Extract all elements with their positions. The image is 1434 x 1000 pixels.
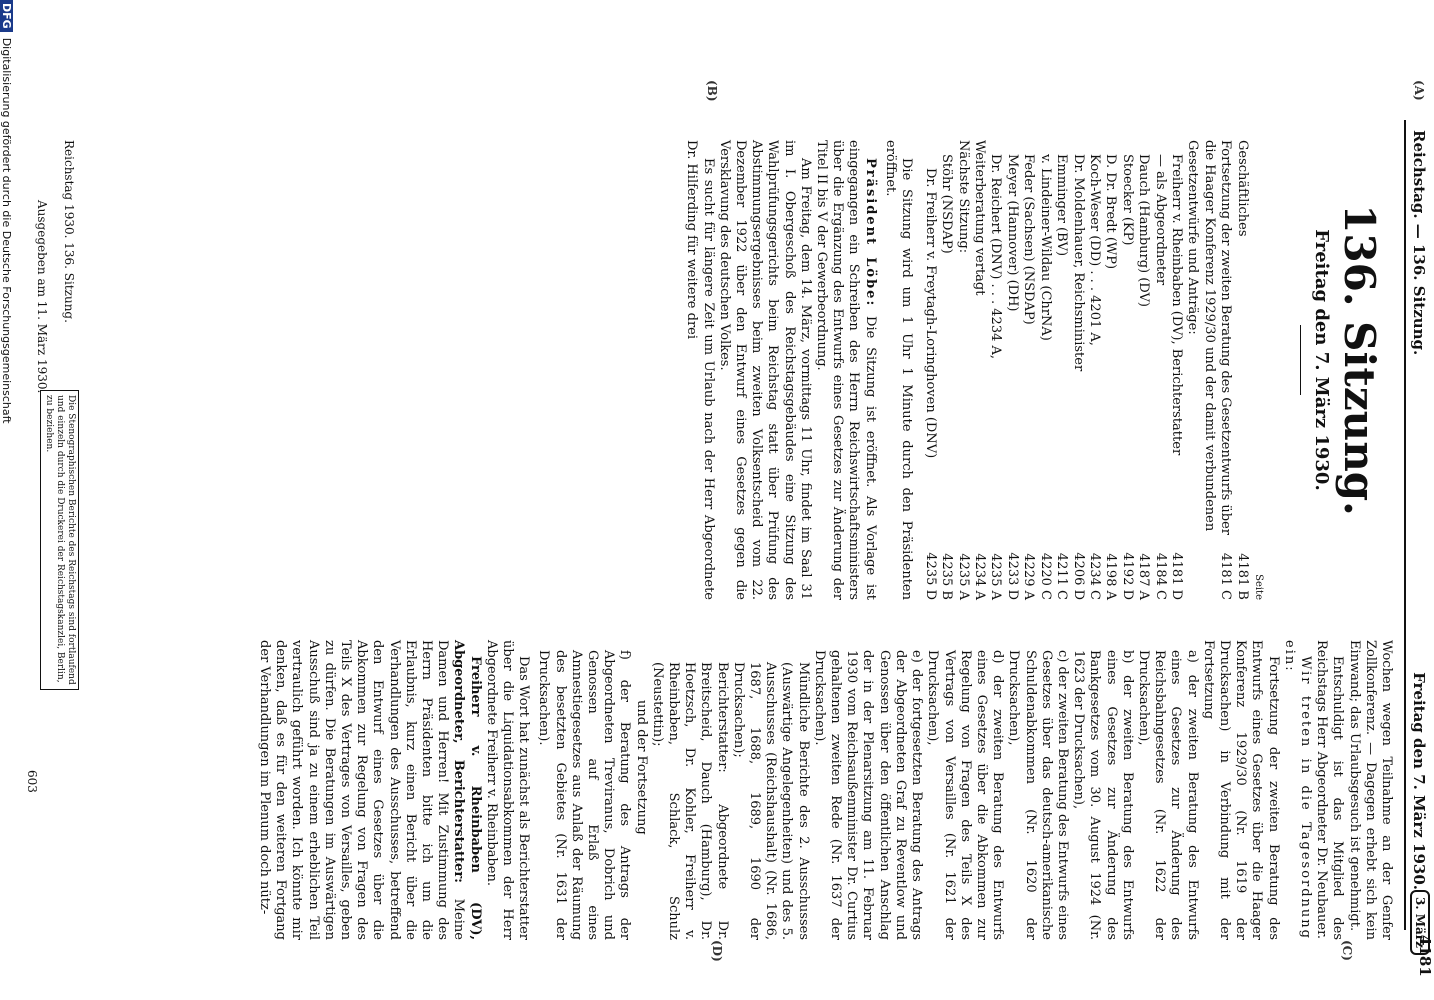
toc-row xyxy=(1069,140,1085,600)
toc-entry-text: Dr. Reichert (DNV) . . . 4234 A, xyxy=(988,154,1004,360)
table-of-contents xyxy=(921,140,1266,600)
toc-seite-label: Seite xyxy=(1253,574,1264,600)
toc-entry-text: Feder (Sachsen) (NSDAP) xyxy=(1021,154,1037,325)
printing-note-box: Die Stenographischen Berichte des Reichstags sind fortlaufend und einzeln durch die Druckerei der Reichstagskanzlei, Berlin, zu beziehen. xyxy=(40,390,79,690)
title-divider xyxy=(1300,325,1301,395)
margin-letter-d: (D) xyxy=(710,940,724,962)
session-title-block xyxy=(1300,140,1382,580)
margin-letter-c: (C) xyxy=(1340,940,1354,961)
toc-row xyxy=(1086,140,1102,600)
toc-row xyxy=(1004,140,1020,600)
toc-entry-text: Dauch (Hamburg) (DV) xyxy=(1136,154,1152,307)
toc-row xyxy=(1053,140,1069,600)
toc-entry-page: 4184 C xyxy=(1152,552,1168,600)
digitization-credit xyxy=(0,0,13,424)
right-para-1: Wochen wegen Teilnahme an der Genfer Zollkonferenz. — Dagegen erhebt sich kein Einwand; das Urlaubsgesuch ist genehmigt. xyxy=(1346,640,1394,940)
footer-left: Reichstag 1930. 136. Sitzung. xyxy=(62,140,76,323)
right-column xyxy=(256,640,1394,940)
agenda-item-b: b) der zweiten Beratung des Entwurfs eines Gesetzes zur Änderung des Bankgesetzes vom 30. August 1924 (Nr. 1623 der Drucksachen), xyxy=(1071,650,1135,940)
session-title: 136. Sitzung. xyxy=(1335,204,1384,516)
header-left: Reichstag. — 136. Sitzung. xyxy=(1410,130,1428,356)
toc-entry-page: 4181 B xyxy=(1234,553,1250,600)
credit-text: Digitalisierung gefördert durch die Deutsche Forschungsgemeinschaft xyxy=(0,37,13,424)
toc-row xyxy=(921,140,937,600)
session-date: Freitag den 7. März 1930. xyxy=(1311,229,1332,491)
toc-row xyxy=(1020,140,1036,600)
agenda-item-f: f) der Beratung des Antrags der Abgeordneten Treviranus, Dobrich und Genossen auf Erlaß eines Amnestiegesetzes aus Anlaß der Räumung des besetzten Gebietes (Nr. 1631 der Drucksachen). xyxy=(536,650,633,940)
toc-entry-text: Dr. Moldenhauer, Reichsminister xyxy=(1070,154,1086,372)
speaker-president: Präsident Löbe: xyxy=(862,158,878,308)
page-bottom-number: 603 xyxy=(25,770,39,793)
toc-entry-page: 4233 D xyxy=(1004,552,1020,600)
speaker-rheinbaben: Freiherr v. Rheinbaben (DV), Abgeordneter, Berichterstatter: xyxy=(451,640,483,940)
header-right: Freitag den 7. März 1930. xyxy=(1410,672,1428,890)
toc-entry-page: 4234 C xyxy=(1086,552,1102,600)
toc-row xyxy=(1168,140,1184,600)
footer-issued: Ausgegeben am 11. März 1930. xyxy=(35,200,49,394)
toc-entry-text: Weiterberatung vertagt xyxy=(972,140,988,296)
page-number: 4181 xyxy=(1416,935,1434,977)
toc-row xyxy=(954,140,970,600)
agenda-reports: Mündliche Berichte des 2. Ausschusses (Auswärtige Angelegenheiten) und des 5. Ausschusses (Reichshaushalt) (Nr. 1686, 1687, 1688, 1689, 1690 der Drucksachen); xyxy=(730,662,811,940)
toc-entry-text: Fortsetzung der zweiten Beratung des Gesetzentwurfs über die Haager Konferenz 1929/30 und der damit verbundenen Gesetzentwürfe und Anträge: xyxy=(1185,140,1234,536)
toc-entry-text: Meyer (Hannover) (DH) xyxy=(1004,154,1020,312)
president-statement: Die Sitzung ist eröffnet. Als Vorlage ist eingegangen ein Schreiben des Herrn Reichswirtschaftsministers über die Ergänzung des Entwurfs eines Gesetzes zur Änderung der Titel II bis V der Gewerbeordnung. xyxy=(813,140,878,601)
right-para-4: Fortsetzung der zweiten Beratung des Entwurfs eines Gesetzes über die Haager Konferenz 1929/30 (Nr. 1619 der Drucksachen) in Verbindung mit der Fortsetzung xyxy=(1200,640,1281,940)
agenda-item-e: e) der fortgesetzten Beratung des Antrags der Abgeordneten Graf zu Reventlow und Genossen über den öffentlichen Anschlag der in der Plenarsitzung am 11. Februar 1930 vom Reichsaußenminister Dr. Curtius gehaltenen zweiten Rede (Nr. 1637 der Drucksachen). xyxy=(811,650,925,940)
toc-entry-page: 4206 D xyxy=(1070,552,1086,600)
agenda-rapporteurs: Berichterstatter: Abgeordnete Dr. Breitscheid, Dauch (Hamburg), Dr. Hoetzsch, Dr. Kohler, Freiherr v. Rheinbaben, Schlack, Schulz (Neustettin); xyxy=(649,662,730,940)
right-para-5: Das Wort hat zunächst als Berichterstatter über die Liquidationsabkommen der Herr Abgeordnete Freiherr v. Rheinbaben. xyxy=(483,640,532,940)
toc-entry-text: Geschäftliches xyxy=(1234,140,1250,237)
right-para-3: Wir treten in die Tagesordnung ein: xyxy=(1281,640,1313,940)
toc-row xyxy=(1135,140,1151,600)
toc-entry-page: 4235 A xyxy=(988,553,1004,600)
toc-entry-text: Koch-Weser (DD) . . . 4201 A, xyxy=(1086,154,1102,346)
toc-entry-text: D. Dr. Bredt (WP) xyxy=(1103,154,1119,270)
toc-entry-page: 4235 D xyxy=(922,552,938,600)
toc-entry-page: 4187 A xyxy=(1136,553,1152,600)
margin-letter-b: (B) xyxy=(705,80,719,102)
toc-entry-text: v. Lindeiner-Wildau (ChrNA) xyxy=(1037,154,1053,341)
notice-paragraph: Am Freitag, dem 14. März, vormittags 11 Uhr, findet im Saal 31 im I. Obergeschoß des Reichstagsgebäudes eine Sitzung des Wahlprüfungsgerichts beim Reichstag statt über Prüfung des Abstimmungsergebnisses beim zweiten Volksentscheid vom 22. Dezember 1922 über den Entwurf eines Gesetzes gegen die Versklavung des deutschen Volkes. xyxy=(716,140,813,600)
toc-entry-page: 4181 C xyxy=(1218,552,1234,600)
margin-letter-a: (A) xyxy=(1412,80,1426,101)
agenda-item-a: a) der zweiten Beratung des Entwurfs eines Gesetzes zur Änderung des Reichsbahngesetzes (Nr. 1622 der Drucksachen), xyxy=(1135,650,1200,940)
header-rule xyxy=(1404,120,1406,930)
leave-paragraph: Es sucht für längere Zeit um Urlaub nach der Herr Abgeordnete Dr. Hilferding für weitere drei xyxy=(684,140,716,600)
toc-row xyxy=(971,140,987,600)
toc-entry-page: 4220 C xyxy=(1037,552,1053,600)
archive-stamp: 3. März xyxy=(1410,890,1430,955)
agenda-item-d: d) der zweiten Beratung des Entwurfs eines Gesetzes über die Abkommen zur Regelung von Fragen des Teils X des Vertrags von Versailles (Nr. 1621 der Drucksachen), xyxy=(925,650,1006,940)
rheinbaben-speech: Meine Damen und Herren! Mit Zustimmung des Herrn Präsidenten bitte ich um die Erlaubnis, kurz einen Bericht über die Verhandlungen des Ausschusses, betreffend den Entwurf eines Gesetzes über die Abkommen zur Regelung von Fragen des Teils X des Vertrages von Versailles, geben zu dürfen. Die Beratungen im Auswärtigen Ausschuß sind ja zu einem erheblichen Teil vertraulich geführt worden. Ich könnte mir denken, daß es für den weiteren Fortgang der Verhandlungen im Plenum doch nütz- xyxy=(256,640,467,940)
toc-rows xyxy=(921,140,1249,600)
agenda-continuation: und der Fortsetzung xyxy=(633,700,649,835)
toc-entry-text: Stoecker (KP) xyxy=(1119,154,1135,246)
toc-entry-text: Emminger (BV) xyxy=(1054,154,1070,257)
toc-row xyxy=(1102,140,1118,600)
toc-row xyxy=(1151,140,1167,600)
toc-entry-page: 4235 B xyxy=(939,553,955,600)
toc-entry-page: 4192 D xyxy=(1119,552,1135,600)
toc-row xyxy=(1036,140,1052,600)
toc-entry-text: Dr. Freiherr v. Freytagh-Loringhoven (DNV) xyxy=(922,168,938,459)
toc-entry-text: Freiherr v. Rheinbaben (DV), Berichterstatter xyxy=(1168,154,1184,456)
agenda-item-c: c) der zweiten Beratung des Entwurfs eines Gesetzes über das deutsch-amerikanische Schuldenabkommen (Nr. 1620 der Drucksachen), xyxy=(1006,650,1070,940)
right-para-2: Entschuldigt ist das Mitglied des Reichstags Herr Abgeordneter Dr. Neubauer. xyxy=(1314,640,1346,940)
toc-entry-text: Nächste Sitzung: xyxy=(955,140,971,254)
toc-entry-text: Stöhr (NSDAP) xyxy=(939,154,955,254)
toc-entry-page: 4229 A xyxy=(1021,553,1037,600)
toc-row xyxy=(938,140,954,600)
toc-entry-page: 4198 A xyxy=(1103,553,1119,600)
toc-entry-page: 4235 A xyxy=(955,553,971,600)
toc-row xyxy=(1118,140,1134,600)
opening-paragraph: Die Sitzung wird um 1 Uhr 1 Minute durch den Präsidenten eröffnet. xyxy=(882,140,914,600)
toc-row xyxy=(1184,140,1233,600)
dfg-logo: DFG xyxy=(0,0,13,32)
toc-entry-text: — als Abgeordneter xyxy=(1152,154,1168,286)
toc-entry-page: 4181 D xyxy=(1168,552,1184,600)
toc-entry-page: 4211 C xyxy=(1054,552,1070,600)
toc-row xyxy=(987,140,1003,600)
left-column xyxy=(683,140,914,600)
toc-row xyxy=(1233,140,1249,600)
toc-entry-page: 4234 A xyxy=(972,553,988,600)
